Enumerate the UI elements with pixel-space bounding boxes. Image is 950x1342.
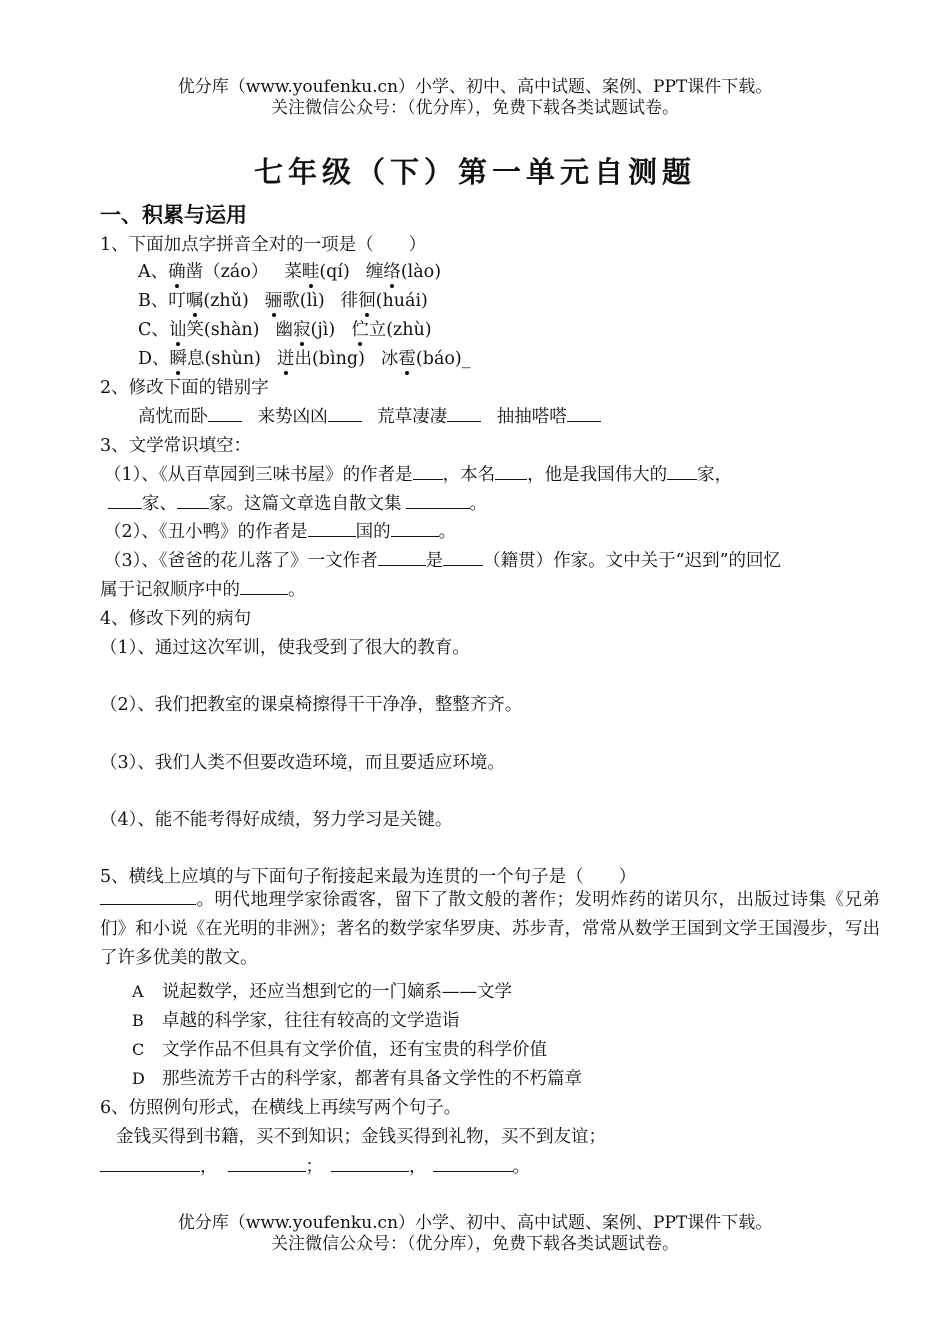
q5-option — [132, 1065, 582, 1090]
q3-sentence-1-cont — [108, 490, 487, 515]
q2-item: 抽抽嗒嗒 — [496, 407, 567, 427]
page-title: 七年级（下）第一单元自测题 — [253, 155, 696, 189]
option-label: D、 — [138, 349, 170, 369]
answer-blank[interactable] — [100, 1155, 200, 1172]
text: 凿（záo） — [185, 262, 269, 282]
dotted-character: 络 — [383, 262, 401, 282]
text: 家。这篇文章选自散文集 — [209, 494, 402, 514]
q3-sentence-1 — [104, 461, 732, 486]
pinyin-item — [351, 316, 431, 341]
pinyin-item — [284, 258, 349, 283]
option-label: D — [132, 1069, 145, 1088]
pinyin-item — [168, 287, 248, 312]
text: （3）、《爸爸的花儿落了》一文作者 — [104, 551, 378, 571]
option-label: A、 — [138, 262, 169, 282]
q2-items — [138, 403, 601, 428]
text: 。 — [512, 1157, 530, 1177]
q5-stem: 5、横线上应填的与下面句子衔接起来最为连贯的一个句子是（ ） — [100, 867, 637, 887]
q5-option — [132, 978, 512, 1003]
text: （2）、《丑小鸭》的作者是 — [104, 522, 308, 542]
answer-blank[interactable] — [406, 492, 470, 509]
answer-blank[interactable] — [331, 1155, 409, 1172]
option-label: C — [132, 1040, 145, 1059]
q1-option-d — [138, 345, 487, 370]
dotted-character: 确 — [168, 262, 186, 282]
answer-blank[interactable] — [447, 405, 481, 422]
q6-stem: 6、仿照例句形式，在横线上再续写两个句子。 — [100, 1098, 462, 1118]
answer-blank[interactable] — [391, 520, 439, 537]
q4-stem: 4、修改下列的病句 — [100, 609, 252, 629]
text: 。 — [469, 494, 487, 514]
answer-blank[interactable] — [177, 492, 209, 509]
text: (lào) — [400, 262, 442, 282]
section-heading: 一、积累与运用 — [100, 203, 247, 227]
text: 出(bìng) — [294, 349, 365, 369]
text: 歌(lì) — [282, 291, 325, 311]
q2-item: 高忱而卧 — [138, 407, 208, 427]
footer-line-2: 关注微信公众号：（优分库），免费下载各类试题试卷。 — [271, 1234, 679, 1254]
answer-blank[interactable] — [308, 520, 356, 537]
q3-stem: 3、文学常识填空： — [100, 436, 252, 456]
text: 缠 — [365, 262, 384, 282]
answer-blank[interactable] — [228, 1155, 306, 1172]
q3-sentence-2 — [104, 518, 456, 543]
text: 家， — [697, 465, 733, 485]
answer-blank[interactable] — [240, 578, 288, 595]
option-label: C、 — [138, 320, 169, 340]
dotted-character: 徊 — [358, 291, 376, 311]
text: 属于记叙顺序中的 — [100, 580, 240, 600]
text: ，他是我国伟大的 — [527, 465, 668, 485]
option-text: 卓越的科学家，往往有较高的文学造诣 — [162, 1011, 460, 1031]
text: (qí) — [319, 262, 350, 282]
dotted-character: 骊 — [264, 291, 283, 311]
pinyin-item — [341, 287, 428, 312]
dotted-character: 雹 — [398, 349, 416, 369]
passage-text: 。明代地理学家徐霞客，留下了散文般的著作；发明炸药的诺贝尔，出版过诗集《兄弟们》和小说《在光明的非洲》；著名的数学家华罗庚、苏步青，常常从数学王国到文学王国漫步，写出了许多优美的散文。 — [100, 890, 880, 968]
pinyin-item — [265, 287, 325, 312]
answer-blank[interactable] — [567, 405, 601, 422]
pinyin-item — [277, 345, 365, 370]
pinyin-item — [168, 258, 268, 283]
answer-blank[interactable] — [443, 549, 483, 566]
header-line-2: 关注微信公众号：（优分库），免费下载各类试题试卷。 — [271, 98, 679, 118]
q5-passage — [100, 886, 880, 973]
dotted-character: 嘱 — [185, 291, 204, 311]
dotted-character: 迸 — [276, 349, 295, 369]
answer-blank[interactable] — [667, 463, 697, 480]
q1-option-a — [138, 258, 457, 283]
text: （籍贯）作家。文中关于“迟到”的回忆 — [483, 551, 782, 571]
text: 。 — [438, 522, 457, 542]
q3-sentence-3 — [104, 547, 781, 572]
q5-option — [132, 1036, 547, 1061]
pinyin-item — [170, 345, 261, 370]
option-label: A — [132, 982, 144, 1001]
text: ， — [200, 1157, 218, 1177]
q4-item: （1）、通过这次军训，使我受到了很大的教育。 — [100, 638, 470, 658]
text: 徘 — [340, 291, 359, 311]
text: (zhǔ) — [203, 291, 249, 311]
answer-blank[interactable] — [108, 492, 142, 509]
option-text: 说起数学，还应当想到它的一门嫡系——文学 — [162, 982, 512, 1002]
pinyin-item — [366, 258, 441, 283]
header-line-1: 优分库（www.youfenku.cn）小学、初中、高中试题、案例、PPT课件下载。 — [177, 77, 773, 97]
text: 是 — [425, 551, 444, 571]
text: 家、 — [142, 494, 177, 514]
answer-blank[interactable] — [100, 888, 196, 905]
q1-option-c — [138, 316, 448, 341]
answer-blank[interactable] — [433, 1155, 513, 1172]
answer-blank[interactable] — [378, 549, 426, 566]
text: ； — [305, 1157, 323, 1177]
q6-example: 金钱买得到书籍，买不到知识；金钱买得到礼物，买不到友谊； — [116, 1127, 606, 1147]
option-text: 那些流芳千古的科学家，都著有具备文学性的不朽篇章 — [162, 1069, 582, 1089]
q2-stem: 2、修改下面的错别字 — [100, 378, 269, 398]
q6-answer-line — [100, 1153, 530, 1178]
answer-blank[interactable] — [495, 463, 527, 480]
text: (báo)_ — [415, 349, 471, 369]
option-label: B — [132, 1011, 144, 1030]
q2-item: 荒草凄凄 — [377, 407, 448, 427]
option-label: B、 — [138, 291, 169, 311]
dotted-character: 畦 — [301, 262, 320, 282]
text: （1）、《从百草园到三味书屋》的作者是 — [104, 465, 413, 485]
q1-stem: 1、下面加点字拼音全对的一项是（ ） — [100, 235, 427, 255]
answer-blank[interactable] — [208, 405, 242, 422]
pinyin-item — [381, 345, 471, 370]
answer-blank[interactable] — [328, 405, 362, 422]
pinyin-item — [276, 316, 336, 341]
q3-sentence-3-cont — [100, 576, 306, 601]
text: (jì) — [310, 320, 336, 340]
option-text: 文学作品不但具有文学价值，还有宝贵的科学价值 — [162, 1040, 547, 1060]
q4-item: （4）、能不能考得好成绩，努力学习是关键。 — [100, 810, 453, 830]
text: 冰 — [380, 349, 399, 369]
text: (huái) — [375, 291, 428, 311]
q5-option — [132, 1007, 460, 1032]
text: ， — [409, 1157, 427, 1177]
dotted-character: 伫 — [351, 320, 369, 340]
text: 息(shùn) — [187, 349, 261, 369]
text: 立(zhù) — [368, 320, 432, 340]
text: ，本名 — [442, 465, 496, 485]
text: 菜 — [284, 262, 302, 282]
text: 国的 — [355, 522, 391, 542]
q2-item: 来势凶凶 — [257, 407, 328, 427]
pinyin-item — [169, 316, 260, 341]
q1-option-b — [138, 287, 444, 312]
dotted-character: 寂 — [293, 320, 311, 340]
footer-line-1: 优分库（www.youfenku.cn）小学、初中、高中试题、案例、PPT课件下载。 — [177, 1213, 773, 1233]
dotted-character: 讪 — [168, 320, 187, 340]
text: 笑(shàn) — [186, 320, 260, 340]
q4-item: （2）、我们把教室的课桌椅擦得干干净净，整整齐齐。 — [100, 695, 523, 715]
answer-blank[interactable] — [413, 463, 443, 480]
text: 叮 — [168, 291, 186, 311]
text: 幽 — [275, 320, 294, 340]
text: 。 — [288, 580, 306, 600]
dotted-character: 瞬 — [169, 349, 188, 369]
q4-item: （3）、我们人类不但要改造环境，而且要适应环境。 — [100, 753, 505, 773]
